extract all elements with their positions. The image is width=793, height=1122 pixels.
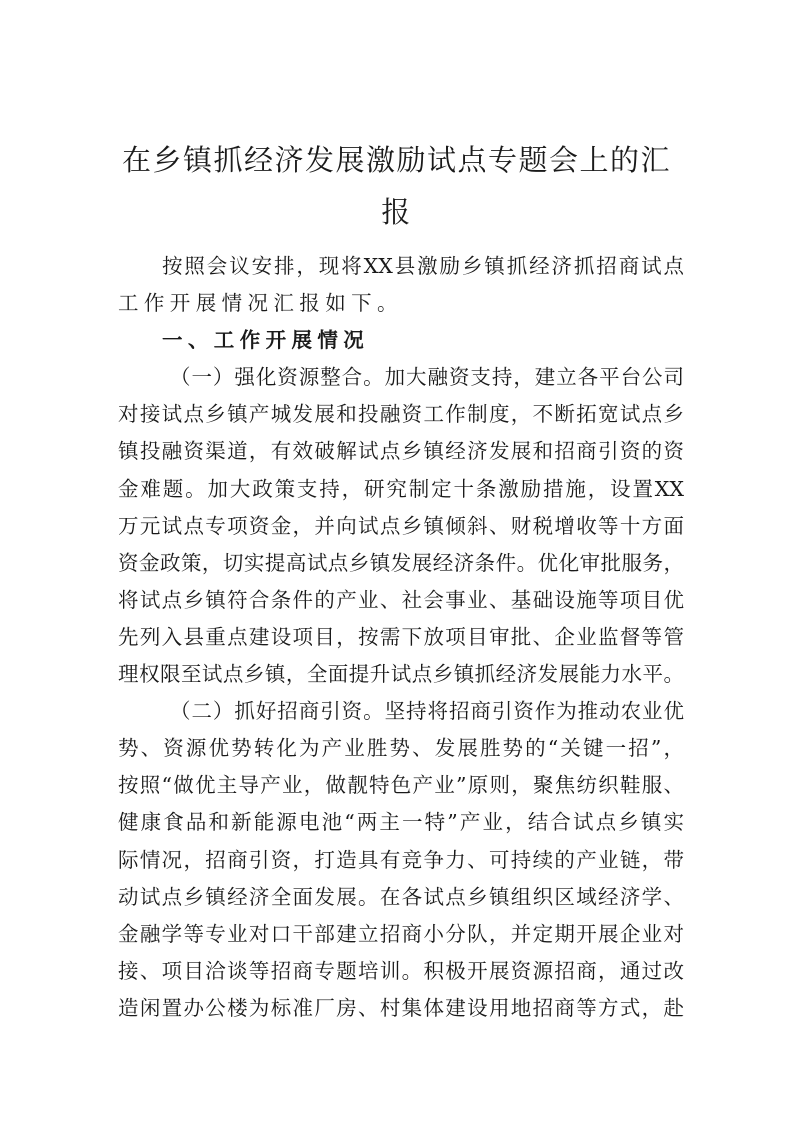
section-heading: 一、工作开展情况 [162,328,370,353]
paragraph-line: 金难题。加大政策支持，研究制定十条激励措施，设置XX [118,476,684,501]
paragraph-line: 接、项目洽谈等招商专题培训。积极开展资源招商，通过改 [118,958,684,983]
paragraph-line: 镇投融资渠道，有效破解试点乡镇经济发展和招商引资的资 [118,439,684,464]
paragraph-line: 对接试点乡镇产城发展和投融资工作制度，不断拓宽试点乡 [118,402,684,427]
paragraph-first-line [118,359,684,396]
paragraph-line: 万元试点专项资金，并向试点乡镇倾斜、财税增收等十方面 [118,513,684,538]
paragraph-line: 际情况，招商引资，打造具有竞争力、可持续的产业链，带 [118,847,684,872]
document-body [118,248,684,1027]
paragraph-line: 先列入县重点建设项目，按需下放项目审批、企业监督等管 [118,624,684,649]
intro-line: 工作开展情况汇报如下。 [118,291,403,316]
paragraph-line: 理权限至试点乡镇，全面提升试点乡镇抓经济发展能力水平。 [118,662,684,687]
document-title-line-2: 报 [381,195,412,229]
paragraph-line: 健康食品和新能源电池“两主一特”产业，结合试点乡镇实 [118,810,684,835]
paragraph-line: 金融学等专业对口干部建立招商小分队，并定期开展企业对 [118,921,684,946]
intro-line: 按照会议安排，现将XX县激励乡镇抓经济抓招商试点 [162,254,684,278]
paragraph-line: 造闲置办公楼为标准厂房、村集体建设用地招商等方式，赴 [118,995,684,1020]
document-title-line-1: 在乡镇抓经济发展激励试点专题会上的汇 [121,143,671,177]
paragraph-text: 坚持将招商引资作为推动农业优 [384,699,685,724]
subsection-lead: （一）强化资源整合。 [170,365,385,390]
paragraph-text: 加大融资支持，建立各平台公司 [384,365,685,390]
paragraph-first-line [118,693,684,730]
paragraph-line: 按照“做优主导产业，做靓特色产业”原则，聚焦纺织鞋服、 [118,773,684,798]
paragraph-line: 资金政策，切实提高试点乡镇发展经济条件。优化审批服务， [118,550,684,575]
paragraph-line: 将试点乡镇符合条件的产业、社会事业、基础设施等项目优 [118,587,684,612]
paragraph-line: 动试点乡镇经济全面发展。在各试点乡镇组织区域经济学、 [118,884,684,909]
paragraph-line: 势、资源优势转化为产业胜势、发展胜势的“关键一招”， [118,736,684,761]
subsection-lead: （二）抓好招商引资。 [170,699,385,724]
